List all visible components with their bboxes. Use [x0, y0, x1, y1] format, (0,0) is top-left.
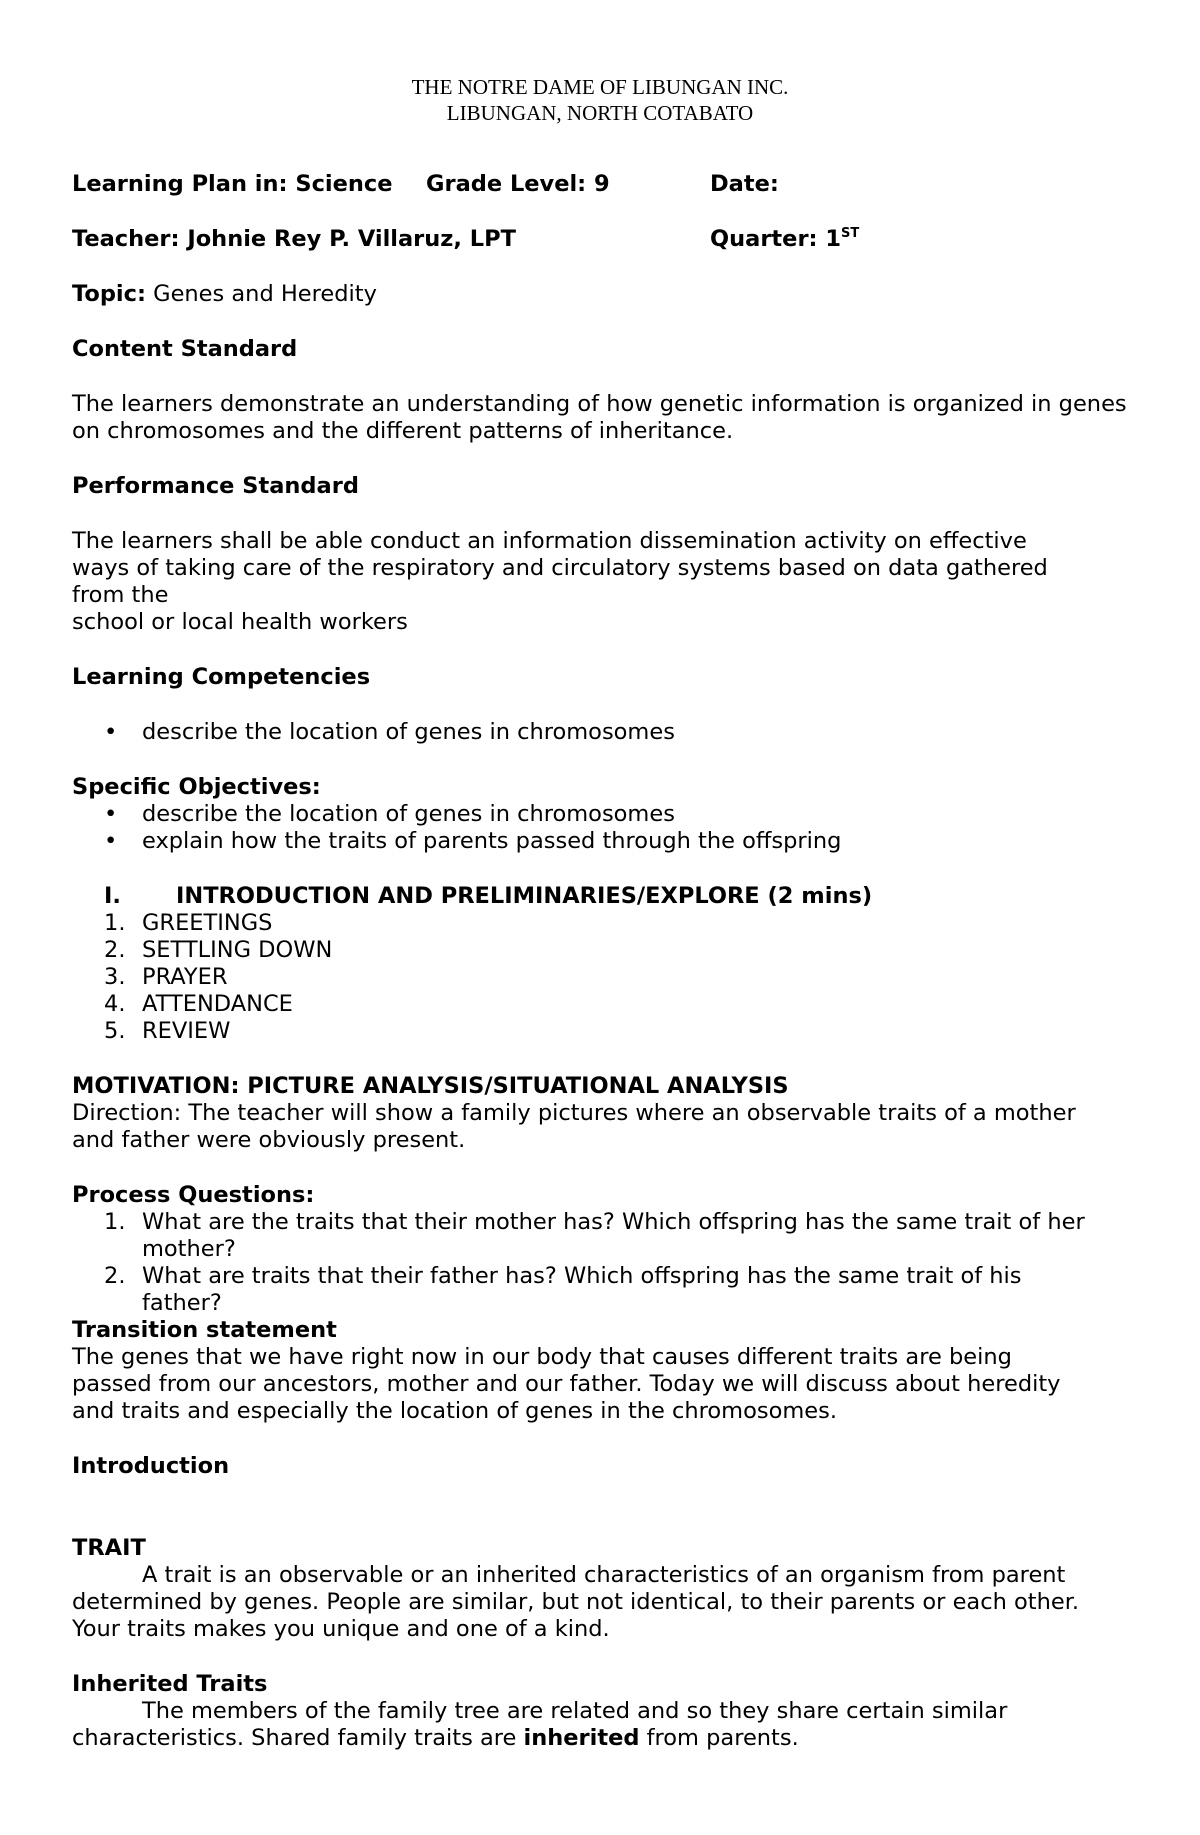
list-number: 1.: [104, 910, 126, 936]
list-number: 2.: [104, 1263, 126, 1289]
performance-standard-line: ways of taking care of the respiratory and circulatory systems based on data gathered: [72, 555, 1048, 581]
list-item: PRAYER: [142, 964, 228, 990]
list-item: ATTENDANCE: [142, 991, 293, 1017]
inherited-emphasis: inherited: [523, 1725, 640, 1751]
content-standard-text: The learners demonstrate an understanding of how genetic information is organized in genes on chromosomes and the different patterns of inheritance.: [72, 391, 1127, 444]
learning-plan-label: Learning Plan in: Science: [72, 171, 393, 197]
list-number: 4.: [104, 991, 126, 1017]
topic-label: Topic:: [72, 281, 146, 307]
performance-standard-line: from the: [72, 582, 169, 608]
learning-competencies-heading: Learning Competencies: [72, 664, 371, 690]
inherited-traits-heading: Inherited Traits: [72, 1671, 268, 1697]
motivation-heading: MOTIVATION: PICTURE ANALYSIS/SITUATIONAL ANALYSIS: [72, 1073, 789, 1099]
bullet-icon: •: [104, 719, 118, 745]
grade-level-label: Grade Level: 9: [426, 171, 610, 197]
trait-line: determined by genes. People are similar, but not identical, to their parents or each other.: [72, 1589, 1080, 1615]
trait-heading: TRAIT: [72, 1535, 146, 1561]
list-item: SETTLING DOWN: [142, 937, 333, 963]
content-standard-heading: Content Standard: [72, 336, 298, 362]
teacher-label: Teacher: Johnie Rey P. Villaruz, LPT: [72, 226, 516, 252]
list-number: 3.: [104, 964, 126, 990]
performance-standard-line: The learners shall be able conduct an information dissemination activity on effective: [72, 528, 1027, 554]
trait-line: Your traits makes you unique and one of a kind.: [72, 1616, 610, 1642]
performance-standard-line: school or local health workers: [72, 609, 408, 635]
question-line: mother?: [142, 1236, 236, 1262]
transition-heading: Transition statement: [72, 1317, 337, 1343]
transition-line: The genes that we have right now in our body that causes different traits are being: [72, 1344, 1012, 1370]
introduction-heading: Introduction: [72, 1453, 230, 1479]
transition-line: and traits and especially the location of genes in the chromosomes.: [72, 1398, 837, 1424]
question-line: What are traits that their father has? Which offspring has the same trait of his: [142, 1263, 1022, 1289]
quarter-superscript: ST: [841, 226, 860, 241]
date-label: Date:: [710, 171, 779, 197]
list-number: 5.: [104, 1018, 126, 1044]
objective-item: explain how the traits of parents passed through the offspring: [142, 828, 842, 854]
competency-item: describe the location of genes in chromosomes: [142, 719, 675, 745]
topic-line: [72, 281, 377, 308]
motivation-line: and father were obviously present.: [72, 1127, 466, 1153]
school-address: LIBUNGAN, NORTH COTABATO: [446, 101, 754, 125]
list-item: REVIEW: [142, 1018, 231, 1044]
bullet-icon: •: [104, 828, 118, 854]
inherited-traits-line: characteristics. Shared family traits are inherited from parents.: [72, 1725, 799, 1751]
process-questions-heading: Process Questions:: [72, 1182, 315, 1208]
list-number: 1.: [104, 1209, 126, 1235]
specific-objectives-heading: Specific Objectives:: [72, 774, 321, 800]
bullet-icon: •: [104, 801, 118, 827]
quarter-label: Quarter: 1ST: [710, 226, 860, 252]
question-line: father?: [142, 1290, 222, 1316]
trait-line: A trait is an observable or an inherited characteristics of an organism from parent: [142, 1562, 1066, 1588]
question-line: What are the traits that their mother has? Which offspring has the same trait of her: [142, 1209, 1085, 1235]
introduction-section-heading: INTRODUCTION AND PRELIMINARIES/EXPLORE (2 mins): [176, 883, 873, 909]
topic-value: Genes and Heredity: [145, 281, 377, 307]
list-number: 2.: [104, 937, 126, 963]
section-roman-numeral: I.: [104, 883, 121, 909]
motivation-line: Direction: The teacher will show a family pictures where an observable traits of a mother: [72, 1100, 1076, 1126]
transition-line: passed from our ancestors, mother and our father. Today we will discuss about heredity: [72, 1371, 1061, 1397]
list-item: GREETINGS: [142, 910, 273, 936]
school-name: THE NOTRE DAME OF LIBUNGAN INC.: [411, 75, 789, 99]
inherited-traits-line: The members of the family tree are related and so they share certain similar: [142, 1698, 1008, 1724]
objective-item: describe the location of genes in chromosomes: [142, 801, 675, 827]
performance-standard-heading: Performance Standard: [72, 473, 359, 499]
